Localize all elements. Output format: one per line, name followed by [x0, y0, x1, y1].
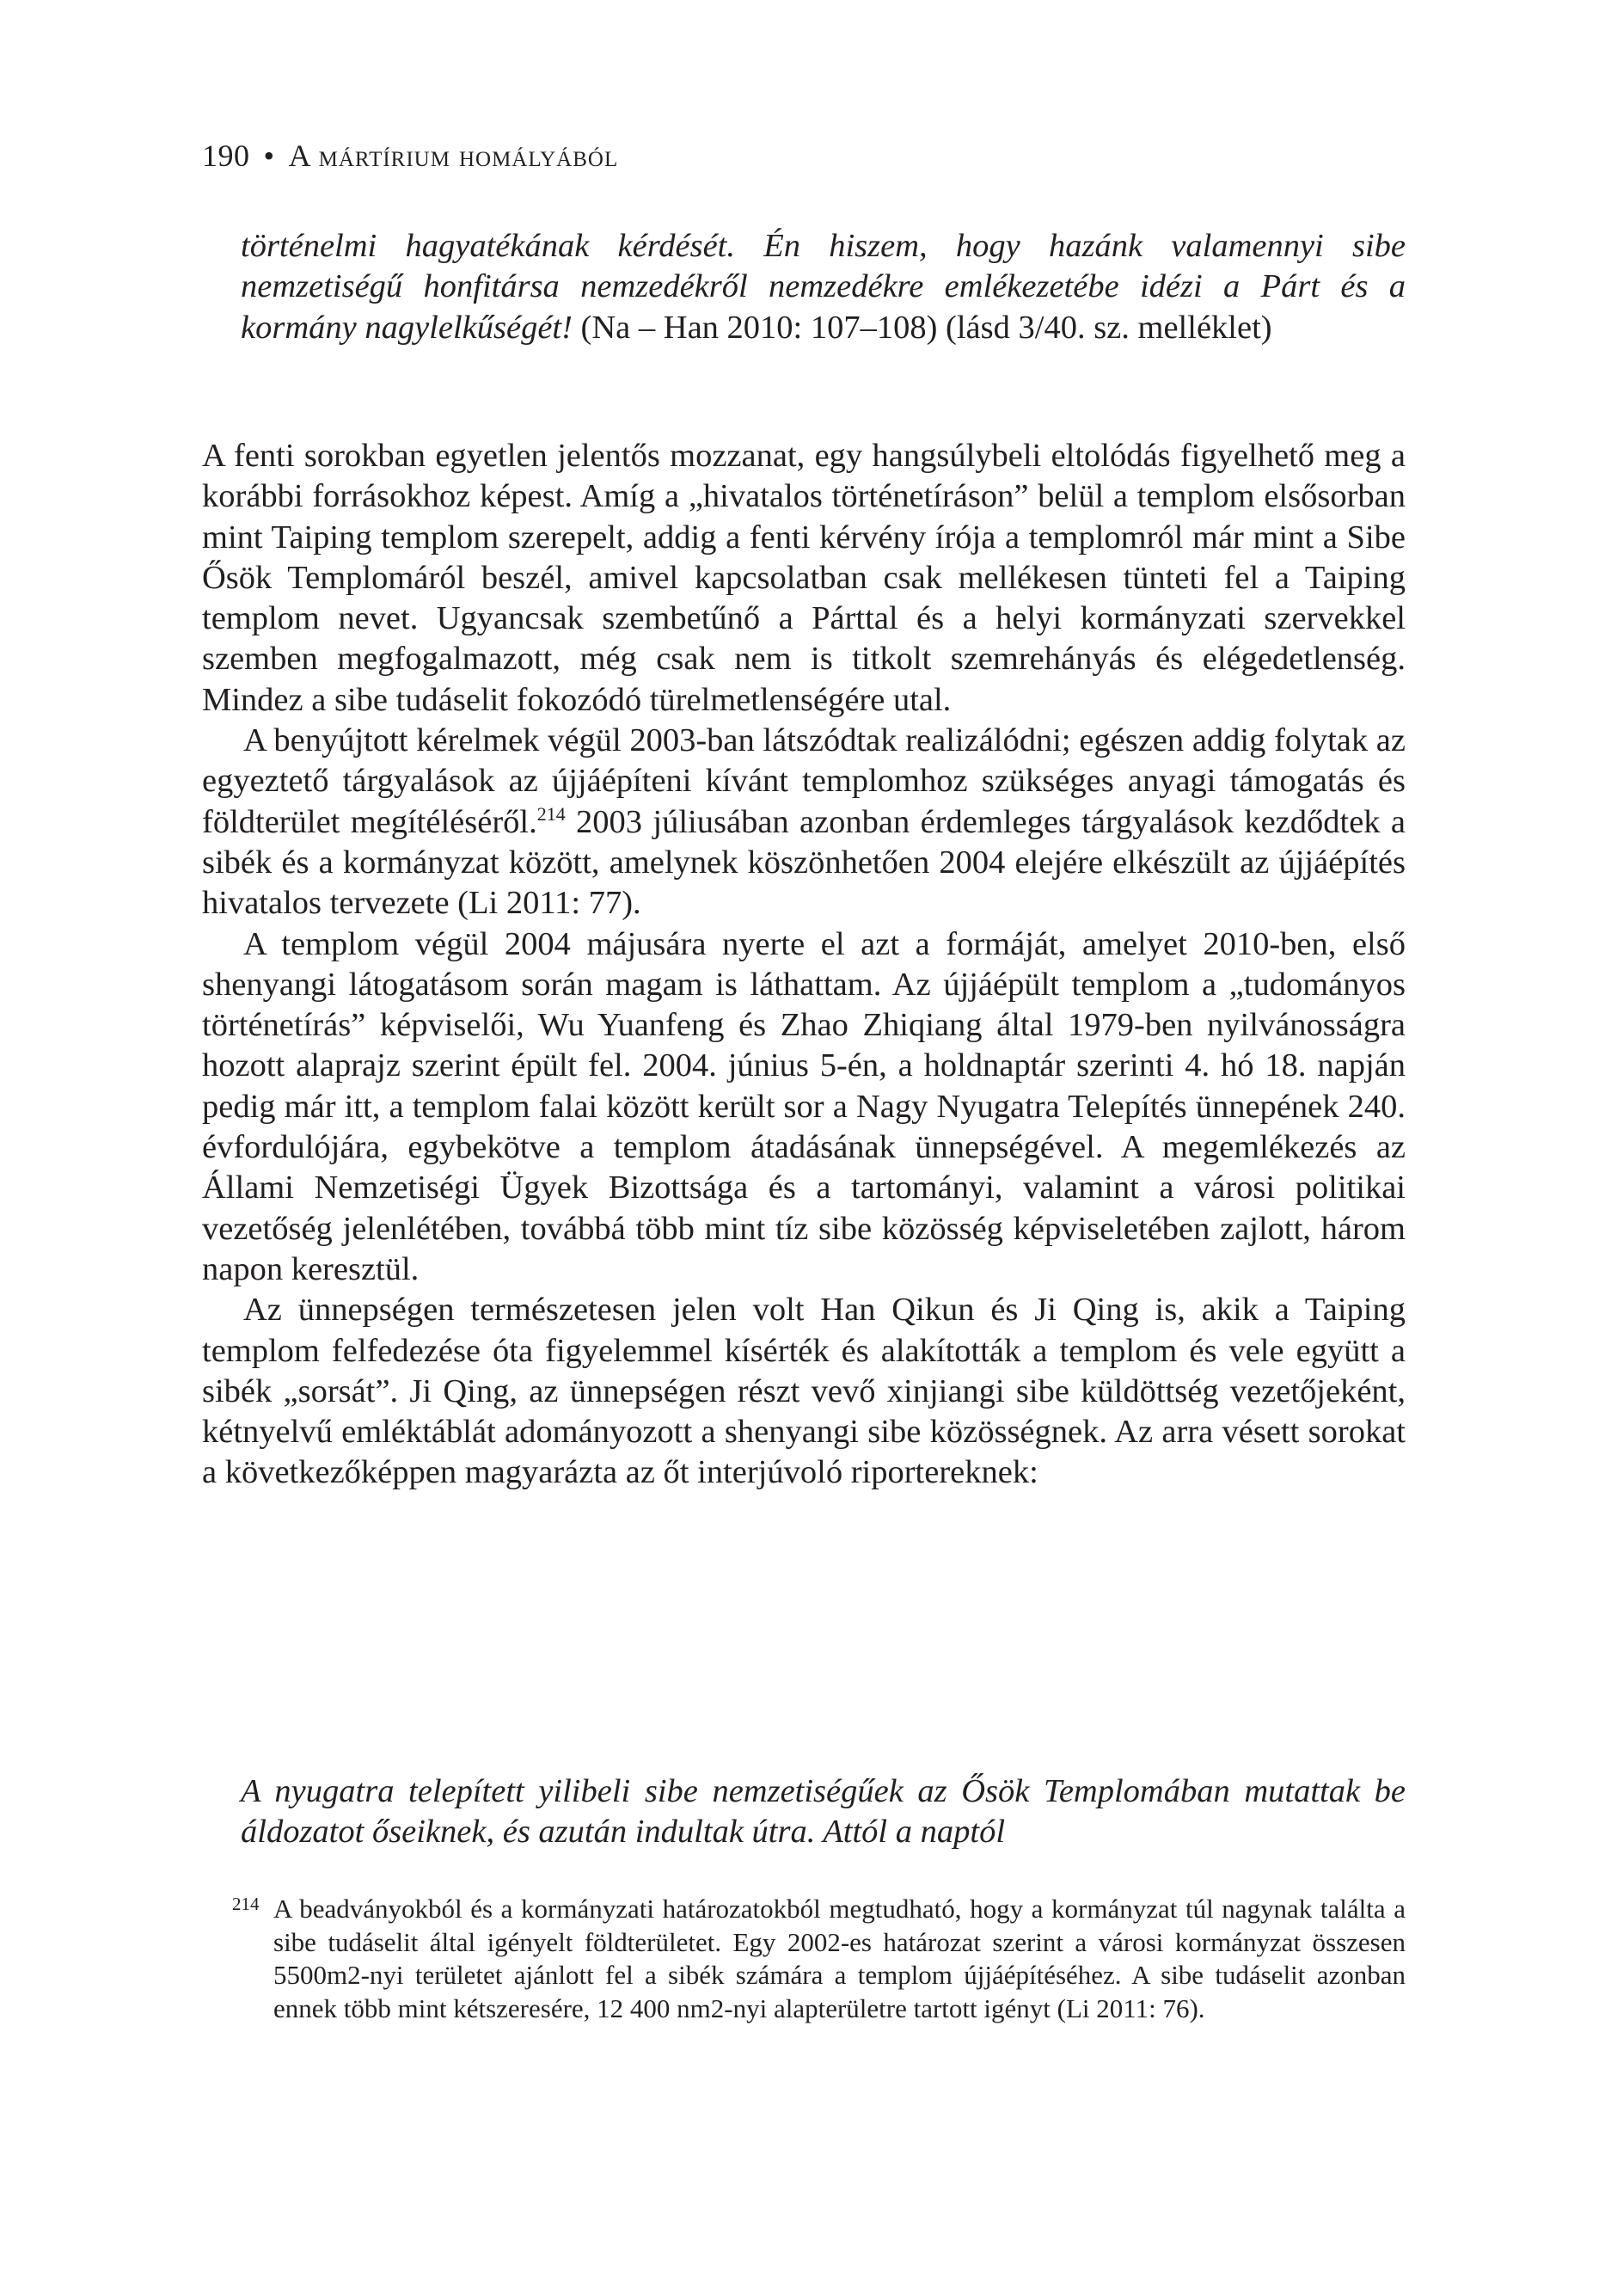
header-separator: • [263, 138, 275, 173]
block-quote-bottom [241, 1771, 1406, 1853]
book-title: A mártírium homályából [288, 138, 619, 173]
paragraph-2-text-b: 2003 júliusában azonban érdemleges tárgyalások kezdődtek a sibék és a kormányzat között, amelynek köszönhetően 2004 elejére elkészült az újjáépítés hivatalos tervezete (Li 2011: 77). [202, 803, 1406, 922]
paragraph-2 [202, 721, 1406, 924]
quote-bottom-text: A nyugatra telepített yilibeli sibe nemzetiségűek az Ősök Templomában mutattak be áldozatot őseiknek, és azután indultak útra. Attól a naptól [241, 1773, 1406, 1851]
quote-top-text: történelmi hagyatékának kérdését. Én hiszem, hogy hazánk valamennyi sibe nemzetiségű honfitársa nemzedékről nemzedékre emlékezetébe idézi a Párt és a kormány nagylelkűségét! [241, 228, 1406, 346]
block-quote-top [241, 226, 1406, 348]
footnote-number: 214 [232, 1894, 260, 1914]
running-header [202, 138, 618, 174]
paragraph-4: Az ünnepségen természetesen jelen volt Han Qikun és Ji Qing is, akik a Taiping templom felfedezése óta figyelemmel kísérték és alakították a templom és vele együtt a sibék „sorsát”. Ji Qing, az ünnepségen részt vevő xinjiangi sibe küldöttség vezetőjeként, kétnyelvű emléktáblát adományozott a shenyangi sibe közösségnek. Az arra vésett sorokat a következőképpen magyarázta az őt interjúvoló riportereknek: [202, 1292, 1406, 1491]
footnote [232, 1893, 1406, 2025]
paragraph-1: A fenti sorokban egyetlen jelentős mozzanat, egy hangsúlybeli eltolódás figyelhető meg a korábbi forrásokhoz képest. Amíg a „hivatalos történetíráson” belül a templom elsősorban mint Taiping templom szerepelt, addig a fenti kérvény írója a templomról már mint a Sibe Ősök Templomáról beszél, amivel kapcsolatban csak mellékesen tünteti fel a Taiping templom nevet. Ugyancsak szembetűnő a Párttal és a helyi kormányzati szervekkel szemben megfogalmazott, még csak nem is titkolt szemrehányás és elégedetlenség. Mindez a sibe tudáselit fokozódó türelmetlenségére utal. [202, 438, 1406, 718]
page-number: 190 [202, 138, 250, 173]
footnote-reference[interactable]: 214 [536, 802, 566, 825]
paragraph-3: A templom végül 2004 májusára nyerte el azt a formáját, amelyet 2010-ben, első shenyangi látogatásom során magam is láthattam. Az újjáépült templom a „tudományos történetírás” képviselői, Wu Yuanfeng és Zhao Zhiqiang által 1979-ben nyilvánosságra hozott alaprajz szerint épült fel. 2004. június 5-én, a holdnaptár szerinti 4. hó 18. napján pedig már itt, a templom falai között került sor a Nagy Nyugatra Telepítés ünnepének 240. évfordulójára, egybekötve a templom átadásának ünnepségével. A megemlékezés az Állami Nemzetiségi Ügyek Bizottsága és a tartományi, valamint a városi politikai vezetőség jelenlétében, továbbá több mint tíz sibe közösség képviseletében zajlott, három napon keresztül. [202, 925, 1406, 1287]
body-text [202, 436, 1406, 1494]
paragraph-2-text-a: A benyújtott kérelmek végül 2003-ban látszódtak realizálódni; egészen addig folytak az egyeztető tárgyalások az újjáépíteni kívánt templomhoz szükséges anyagi támogatás és földterület megítéléséről. [202, 722, 1406, 840]
footnote-text: A beadványokból és a kormányzati határozatokból megtudható, hogy a kormányzat túl nagynak találta a sibe tudáselit által igényelt földterületet. Egy 2002-es határozat szerint a városi kormányzat összesen 5500m2-nyi területet ajánlott fel a sibék számára a templom újjáépítéséhez. A sibe tudáselit azonban ennek több mint kétszeresére, 12 400 nm2-nyi alapterületre tartott igényt (Li 2011: 76). [273, 1894, 1406, 2023]
quote-top-citation: (Na – Han 2010: 107–108) (lásd 3/40. sz. melléklet) [580, 309, 1272, 346]
